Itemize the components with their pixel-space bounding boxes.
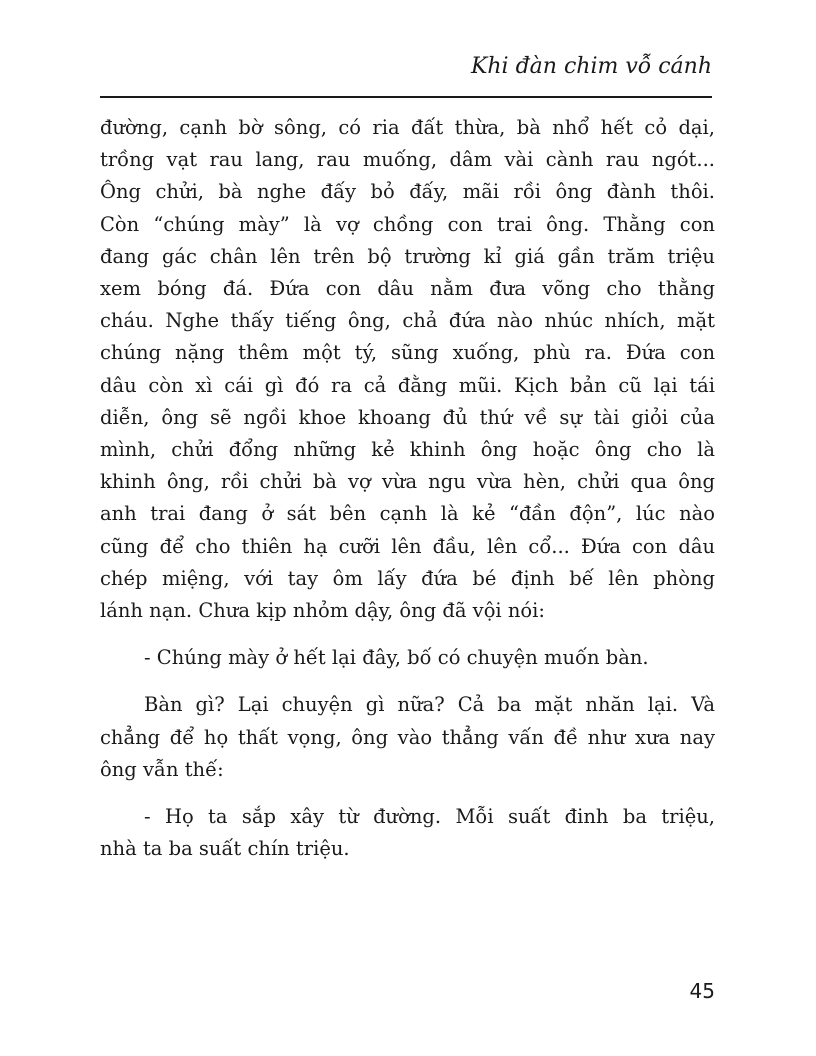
text-line: đường, cạnh bờ sông, có ria đất thừa, bà nhổ hết cỏ dại, [100, 116, 715, 139]
text-line: cháu. Nghe thấy tiếng ông, chả đứa nào nhúc nhích, mặt [100, 309, 715, 333]
text-line: mình, chửi đổng những kẻ khinh ông hoặc ông cho là [100, 438, 715, 462]
text-line: khinh ông, rồi chửi bà vợ vừa ngu vừa hèn, chửi qua ông [100, 470, 715, 494]
text-line: cũng để cho thiên hạ cưỡi lên đầu, lên cổ... Đứa con dâu [100, 534, 715, 558]
paragraph-2 [100, 642, 715, 674]
text-line: chúng nặng thêm một tý, sũng xuống, phù ra. Đứa con [100, 341, 715, 365]
text-line: Ông chửi, bà nghe đấy bỏ đấy, mãi rồi ông đành thôi. [100, 180, 715, 204]
text-line: đang gác chân lên trên bộ trường kỉ giá gần trăm triệu [100, 244, 715, 268]
text-line: chẳng để họ thất vọng, ông vào thẳng vấn đề như xưa nay [100, 725, 715, 749]
paragraph-3 [100, 689, 715, 786]
paragraph-1 [100, 112, 715, 627]
text-line: - Chúng mày ở hết lại đây, bố có chuyện muốn bàn. [144, 646, 649, 670]
running-header: Khi đàn chim vỗ cánh [470, 54, 712, 79]
text-line: - Họ ta sắp xây từ đường. Mỗi suất đinh ba triệu, [144, 805, 715, 829]
body-text [100, 112, 715, 865]
header-rule [100, 96, 712, 98]
text-line: lánh nạn. Chưa kịp nhỏm dậy, ông đã vội nói: [100, 599, 545, 623]
text-line: anh trai đang ở sát bên cạnh là kẻ “đần độn”, lúc nào [100, 502, 715, 526]
text-line: trồng vạt rau lang, rau muống, dâm vài cành rau ngót... [100, 148, 715, 172]
text-line: nhà ta ba suất chín triệu. [100, 837, 350, 861]
text-line: ông vẫn thế: [100, 757, 224, 781]
page-number: 45 [689, 979, 715, 1003]
text-line: xem bóng đá. Đứa con dâu nằm đưa võng cho thằng [100, 277, 715, 301]
text-line: Còn “chúng mày” là vợ chồng con trai ông. Thằng con [100, 212, 715, 236]
paragraph-4 [100, 801, 715, 865]
text-line: chép miệng, với tay ôm lấy đứa bé định bế lên phòng [100, 566, 715, 590]
text-line: Bàn gì? Lại chuyện gì nữa? Cả ba mặt nhăn lại. Và [144, 693, 715, 717]
text-line: dâu còn xì cái gì đó ra cả đằng mũi. Kịch bản cũ lại tái [100, 373, 715, 397]
text-line: diễn, ông sẽ ngồi khoe khoang đủ thứ về sự tài giỏi của [100, 405, 715, 429]
